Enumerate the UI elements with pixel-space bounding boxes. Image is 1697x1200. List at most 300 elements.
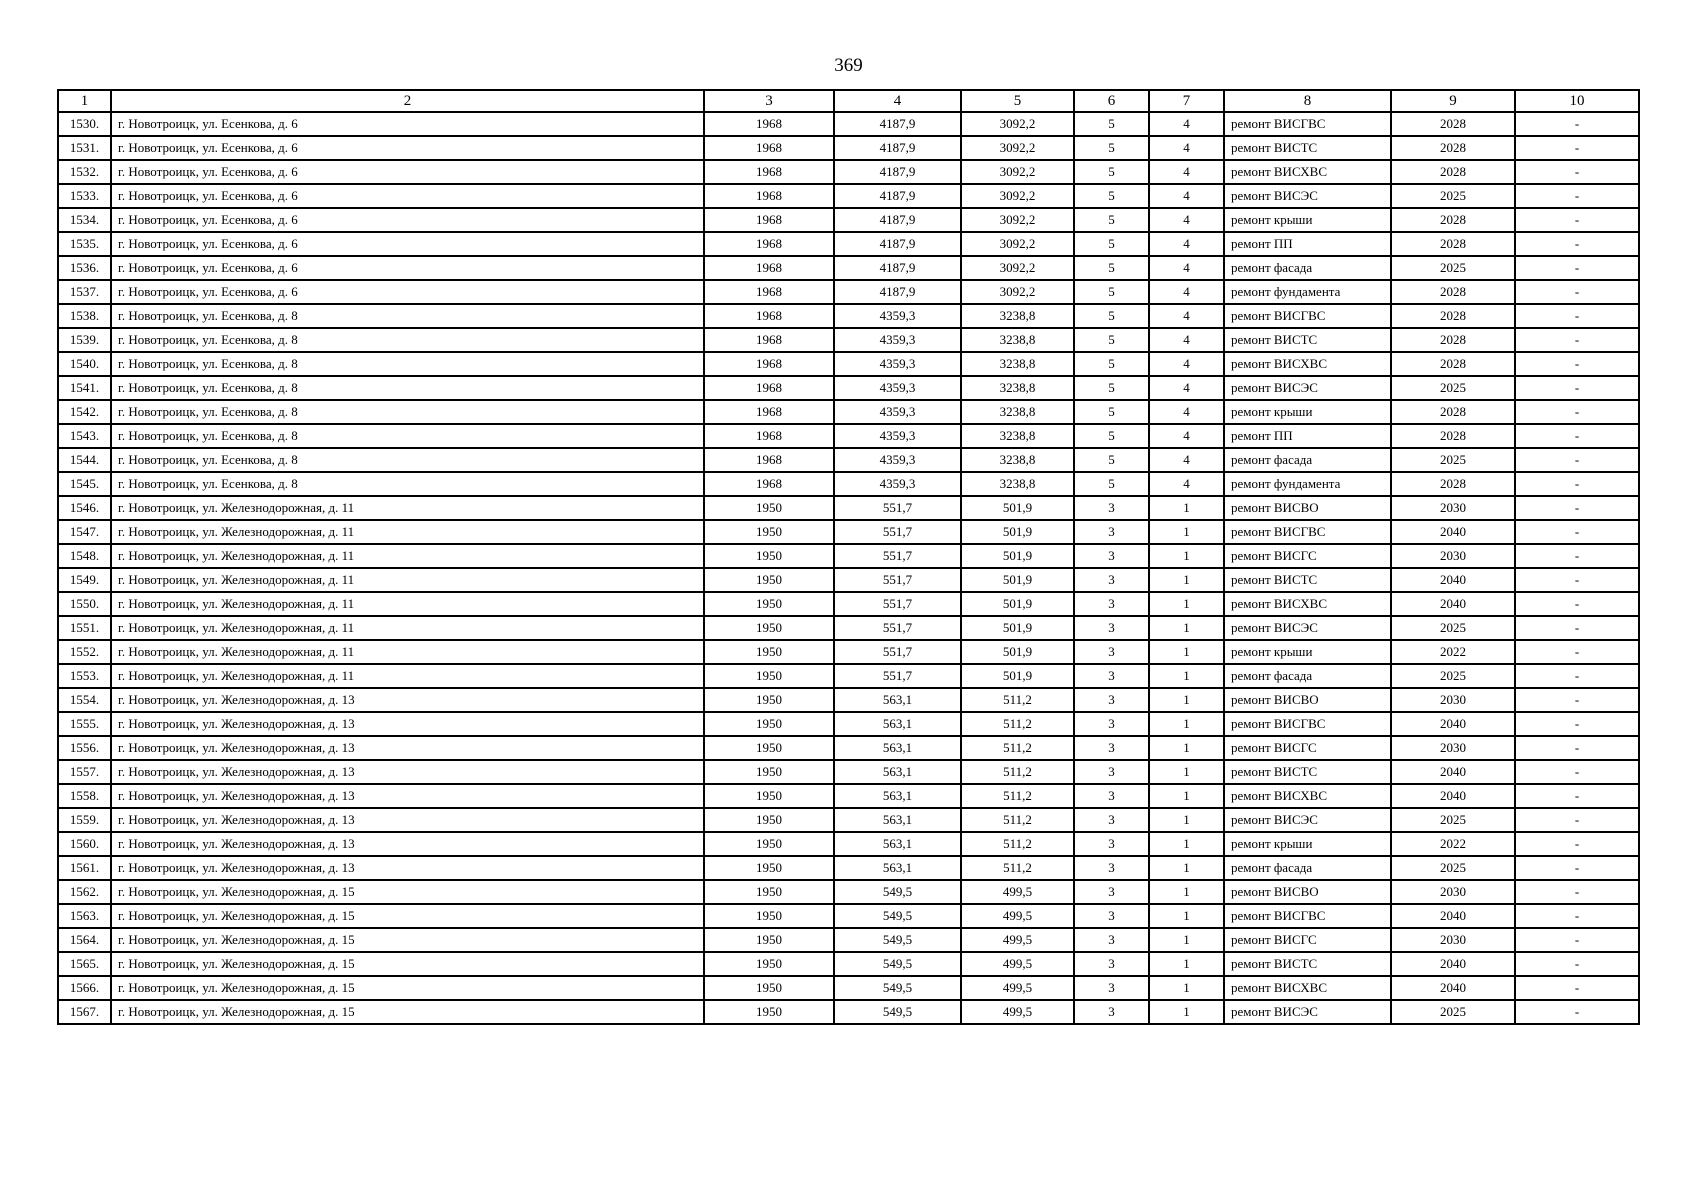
address-cell: г. Новотроицк, ул. Есенкова, д. 6 — [111, 184, 704, 208]
table-row — [58, 448, 1639, 472]
note-cell: - — [1515, 376, 1639, 400]
total-area-cell: 549,5 — [834, 928, 961, 952]
total-area-cell: 4359,3 — [834, 424, 961, 448]
plan-year-cell: 2028 — [1391, 400, 1515, 424]
table-row — [58, 880, 1639, 904]
row-number: 1533. — [58, 184, 111, 208]
year-cell: 1968 — [704, 160, 834, 184]
year-cell: 1968 — [704, 328, 834, 352]
table-row — [58, 904, 1639, 928]
living-area-cell: 511,2 — [961, 832, 1074, 856]
note-cell: - — [1515, 736, 1639, 760]
address-cell: г. Новотроицк, ул. Железнодорожная, д. 11 — [111, 592, 704, 616]
address-cell: г. Новотроицк, ул. Есенкова, д. 8 — [111, 328, 704, 352]
floors-cell: 3 — [1074, 520, 1149, 544]
row-number: 1535. — [58, 232, 111, 256]
work-type-cell: ремонт ВИСВО — [1224, 688, 1391, 712]
year-cell: 1950 — [704, 520, 834, 544]
work-type-cell: ремонт ВИСХВС — [1224, 592, 1391, 616]
floors-cell: 5 — [1074, 400, 1149, 424]
table-row — [58, 496, 1639, 520]
row-number: 1557. — [58, 760, 111, 784]
table-row — [58, 856, 1639, 880]
total-area-cell: 563,1 — [834, 736, 961, 760]
total-area-cell: 4187,9 — [834, 112, 961, 136]
living-area-cell: 511,2 — [961, 784, 1074, 808]
table-row — [58, 472, 1639, 496]
living-area-cell: 3238,8 — [961, 472, 1074, 496]
entrances-cell: 4 — [1149, 424, 1224, 448]
total-area-cell: 4187,9 — [834, 136, 961, 160]
year-cell: 1950 — [704, 616, 834, 640]
column-header: 5 — [961, 90, 1074, 112]
total-area-cell: 549,5 — [834, 904, 961, 928]
total-area-cell: 563,1 — [834, 784, 961, 808]
address-cell: г. Новотроицк, ул. Железнодорожная, д. 13 — [111, 832, 704, 856]
plan-year-cell: 2028 — [1391, 328, 1515, 352]
plan-year-cell: 2040 — [1391, 520, 1515, 544]
note-cell: - — [1515, 232, 1639, 256]
entrances-cell: 1 — [1149, 976, 1224, 1000]
work-type-cell: ремонт ВИСТС — [1224, 760, 1391, 784]
address-cell: г. Новотроицк, ул. Железнодорожная, д. 13 — [111, 760, 704, 784]
living-area-cell: 3092,2 — [961, 208, 1074, 232]
floors-cell: 3 — [1074, 688, 1149, 712]
work-type-cell: ремонт ВИСГС — [1224, 736, 1391, 760]
note-cell: - — [1515, 784, 1639, 808]
plan-year-cell: 2025 — [1391, 856, 1515, 880]
plan-year-cell: 2028 — [1391, 280, 1515, 304]
address-cell: г. Новотроицк, ул. Есенкова, д. 6 — [111, 280, 704, 304]
row-number: 1566. — [58, 976, 111, 1000]
row-number: 1552. — [58, 640, 111, 664]
living-area-cell: 3092,2 — [961, 280, 1074, 304]
address-cell: г. Новотроицк, ул. Железнодорожная, д. 15 — [111, 976, 704, 1000]
address-cell: г. Новотроицк, ул. Железнодорожная, д. 15 — [111, 880, 704, 904]
table-row — [58, 160, 1639, 184]
living-area-cell: 499,5 — [961, 904, 1074, 928]
floors-cell: 5 — [1074, 304, 1149, 328]
year-cell: 1968 — [704, 280, 834, 304]
plan-year-cell: 2022 — [1391, 832, 1515, 856]
work-type-cell: ремонт крыши — [1224, 208, 1391, 232]
note-cell: - — [1515, 616, 1639, 640]
row-number: 1545. — [58, 472, 111, 496]
table-row — [58, 712, 1639, 736]
plan-year-cell: 2025 — [1391, 664, 1515, 688]
column-header: 3 — [704, 90, 834, 112]
floors-cell: 3 — [1074, 832, 1149, 856]
total-area-cell: 4187,9 — [834, 280, 961, 304]
note-cell: - — [1515, 568, 1639, 592]
address-cell: г. Новотроицк, ул. Железнодорожная, д. 11 — [111, 664, 704, 688]
total-area-cell: 551,7 — [834, 520, 961, 544]
total-area-cell: 4187,9 — [834, 232, 961, 256]
plan-year-cell: 2028 — [1391, 352, 1515, 376]
table-row — [58, 232, 1639, 256]
living-area-cell: 3238,8 — [961, 352, 1074, 376]
year-cell: 1950 — [704, 784, 834, 808]
plan-year-cell: 2030 — [1391, 880, 1515, 904]
total-area-cell: 4359,3 — [834, 472, 961, 496]
floors-cell: 3 — [1074, 808, 1149, 832]
row-number: 1559. — [58, 808, 111, 832]
note-cell: - — [1515, 712, 1639, 736]
address-cell: г. Новотроицк, ул. Есенкова, д. 8 — [111, 448, 704, 472]
total-area-cell: 4359,3 — [834, 376, 961, 400]
address-cell: г. Новотроицк, ул. Есенкова, д. 6 — [111, 256, 704, 280]
table-row — [58, 784, 1639, 808]
year-cell: 1950 — [704, 568, 834, 592]
floors-cell: 3 — [1074, 736, 1149, 760]
plan-year-cell: 2028 — [1391, 304, 1515, 328]
row-number: 1554. — [58, 688, 111, 712]
column-header: 7 — [1149, 90, 1224, 112]
floors-cell: 5 — [1074, 184, 1149, 208]
floors-cell: 5 — [1074, 448, 1149, 472]
work-type-cell: ремонт ПП — [1224, 424, 1391, 448]
table-row — [58, 616, 1639, 640]
year-cell: 1950 — [704, 688, 834, 712]
address-cell: г. Новотроицк, ул. Есенкова, д. 8 — [111, 472, 704, 496]
living-area-cell: 3238,8 — [961, 424, 1074, 448]
floors-cell: 3 — [1074, 904, 1149, 928]
total-area-cell: 4359,3 — [834, 328, 961, 352]
work-type-cell: ремонт ВИСХВС — [1224, 784, 1391, 808]
living-area-cell: 3092,2 — [961, 232, 1074, 256]
entrances-cell: 1 — [1149, 592, 1224, 616]
note-cell: - — [1515, 856, 1639, 880]
address-cell: г. Новотроицк, ул. Железнодорожная, д. 11 — [111, 568, 704, 592]
header-row — [58, 90, 1639, 112]
note-cell: - — [1515, 208, 1639, 232]
work-type-cell: ремонт ВИСГВС — [1224, 304, 1391, 328]
entrances-cell: 1 — [1149, 712, 1224, 736]
plan-year-cell: 2025 — [1391, 376, 1515, 400]
note-cell: - — [1515, 352, 1639, 376]
living-area-cell: 499,5 — [961, 1000, 1074, 1024]
year-cell: 1968 — [704, 208, 834, 232]
note-cell: - — [1515, 400, 1639, 424]
living-area-cell: 499,5 — [961, 880, 1074, 904]
living-area-cell: 3092,2 — [961, 112, 1074, 136]
year-cell: 1968 — [704, 400, 834, 424]
year-cell: 1968 — [704, 352, 834, 376]
address-cell: г. Новотроицк, ул. Есенкова, д. 8 — [111, 304, 704, 328]
total-area-cell: 4187,9 — [834, 184, 961, 208]
work-type-cell: ремонт ВИСХВС — [1224, 352, 1391, 376]
entrances-cell: 1 — [1149, 544, 1224, 568]
entrances-cell: 4 — [1149, 208, 1224, 232]
total-area-cell: 4187,9 — [834, 160, 961, 184]
entrances-cell: 1 — [1149, 808, 1224, 832]
living-area-cell: 3092,2 — [961, 160, 1074, 184]
floors-cell: 5 — [1074, 208, 1149, 232]
entrances-cell: 4 — [1149, 352, 1224, 376]
total-area-cell: 549,5 — [834, 1000, 961, 1024]
work-type-cell: ремонт ВИСЭС — [1224, 184, 1391, 208]
total-area-cell: 4359,3 — [834, 448, 961, 472]
table-row — [58, 952, 1639, 976]
table-row — [58, 280, 1639, 304]
table-row — [58, 520, 1639, 544]
living-area-cell: 501,9 — [961, 544, 1074, 568]
entrances-cell: 1 — [1149, 664, 1224, 688]
address-cell: г. Новотроицк, ул. Железнодорожная, д. 15 — [111, 904, 704, 928]
entrances-cell: 1 — [1149, 496, 1224, 520]
year-cell: 1950 — [704, 544, 834, 568]
plan-year-cell: 2040 — [1391, 592, 1515, 616]
year-cell: 1950 — [704, 592, 834, 616]
entrances-cell: 4 — [1149, 304, 1224, 328]
table-row — [58, 592, 1639, 616]
note-cell: - — [1515, 304, 1639, 328]
work-type-cell: ремонт крыши — [1224, 400, 1391, 424]
row-number: 1553. — [58, 664, 111, 688]
row-number: 1539. — [58, 328, 111, 352]
column-header: 2 — [111, 90, 704, 112]
note-cell: - — [1515, 664, 1639, 688]
table-row — [58, 640, 1639, 664]
living-area-cell: 3092,2 — [961, 184, 1074, 208]
row-number: 1565. — [58, 952, 111, 976]
year-cell: 1950 — [704, 712, 834, 736]
row-number: 1537. — [58, 280, 111, 304]
year-cell: 1950 — [704, 952, 834, 976]
floors-cell: 5 — [1074, 376, 1149, 400]
work-type-cell: ремонт ВИСГС — [1224, 928, 1391, 952]
floors-cell: 5 — [1074, 160, 1149, 184]
note-cell: - — [1515, 1000, 1639, 1024]
year-cell: 1950 — [704, 808, 834, 832]
work-type-cell: ремонт ВИСХВС — [1224, 976, 1391, 1000]
entrances-cell: 1 — [1149, 568, 1224, 592]
year-cell: 1950 — [704, 832, 834, 856]
entrances-cell: 1 — [1149, 760, 1224, 784]
entrances-cell: 4 — [1149, 400, 1224, 424]
work-type-cell: ремонт ВИСГВС — [1224, 112, 1391, 136]
address-cell: г. Новотроицк, ул. Железнодорожная, д. 11 — [111, 544, 704, 568]
work-type-cell: ремонт ВИСВО — [1224, 880, 1391, 904]
address-cell: г. Новотроицк, ул. Железнодорожная, д. 11 — [111, 520, 704, 544]
year-cell: 1968 — [704, 472, 834, 496]
plan-year-cell: 2030 — [1391, 736, 1515, 760]
entrances-cell: 1 — [1149, 856, 1224, 880]
table-row — [58, 664, 1639, 688]
work-type-cell: ремонт ВИСТС — [1224, 328, 1391, 352]
address-cell: г. Новотроицк, ул. Железнодорожная, д. 13 — [111, 856, 704, 880]
note-cell: - — [1515, 520, 1639, 544]
note-cell: - — [1515, 472, 1639, 496]
year-cell: 1968 — [704, 112, 834, 136]
plan-year-cell: 2025 — [1391, 616, 1515, 640]
note-cell: - — [1515, 976, 1639, 1000]
living-area-cell: 511,2 — [961, 688, 1074, 712]
total-area-cell: 549,5 — [834, 976, 961, 1000]
address-cell: г. Новотроицк, ул. Есенкова, д. 8 — [111, 400, 704, 424]
plan-year-cell: 2030 — [1391, 928, 1515, 952]
year-cell: 1950 — [704, 928, 834, 952]
year-cell: 1968 — [704, 232, 834, 256]
table-row — [58, 400, 1639, 424]
total-area-cell: 551,7 — [834, 616, 961, 640]
row-number: 1548. — [58, 544, 111, 568]
note-cell: - — [1515, 496, 1639, 520]
year-cell: 1950 — [704, 496, 834, 520]
floors-cell: 5 — [1074, 352, 1149, 376]
column-header: 8 — [1224, 90, 1391, 112]
total-area-cell: 551,7 — [834, 640, 961, 664]
plan-year-cell: 2030 — [1391, 496, 1515, 520]
entrances-cell: 1 — [1149, 832, 1224, 856]
page-number: 369 — [834, 55, 863, 76]
entrances-cell: 1 — [1149, 520, 1224, 544]
plan-year-cell: 2040 — [1391, 568, 1515, 592]
row-number: 1531. — [58, 136, 111, 160]
column-header: 6 — [1074, 90, 1149, 112]
floors-cell: 3 — [1074, 664, 1149, 688]
entrances-cell: 1 — [1149, 1000, 1224, 1024]
floors-cell: 5 — [1074, 472, 1149, 496]
year-cell: 1950 — [704, 760, 834, 784]
living-area-cell: 499,5 — [961, 976, 1074, 1000]
note-cell: - — [1515, 328, 1639, 352]
entrances-cell: 4 — [1149, 328, 1224, 352]
entrances-cell: 1 — [1149, 616, 1224, 640]
plan-year-cell: 2028 — [1391, 208, 1515, 232]
note-cell: - — [1515, 544, 1639, 568]
note-cell: - — [1515, 832, 1639, 856]
note-cell: - — [1515, 760, 1639, 784]
floors-cell: 5 — [1074, 112, 1149, 136]
work-type-cell: ремонт фасада — [1224, 664, 1391, 688]
row-number: 1534. — [58, 208, 111, 232]
register-table — [57, 89, 1640, 1025]
work-type-cell: ремонт ВИСЭС — [1224, 808, 1391, 832]
column-header: 4 — [834, 90, 961, 112]
row-number: 1530. — [58, 112, 111, 136]
year-cell: 1950 — [704, 640, 834, 664]
table-row — [58, 688, 1639, 712]
address-cell: г. Новотроицк, ул. Есенкова, д. 6 — [111, 232, 704, 256]
plan-year-cell: 2025 — [1391, 184, 1515, 208]
floors-cell: 3 — [1074, 640, 1149, 664]
floors-cell: 3 — [1074, 856, 1149, 880]
work-type-cell: ремонт ВИСЭС — [1224, 376, 1391, 400]
address-cell: г. Новотроицк, ул. Железнодорожная, д. 11 — [111, 616, 704, 640]
living-area-cell: 3238,8 — [961, 376, 1074, 400]
address-cell: г. Новотроицк, ул. Есенкова, д. 6 — [111, 112, 704, 136]
address-cell: г. Новотроицк, ул. Есенкова, д. 8 — [111, 376, 704, 400]
total-area-cell: 563,1 — [834, 760, 961, 784]
floors-cell: 3 — [1074, 784, 1149, 808]
floors-cell: 3 — [1074, 712, 1149, 736]
total-area-cell: 563,1 — [834, 712, 961, 736]
year-cell: 1950 — [704, 664, 834, 688]
living-area-cell: 3238,8 — [961, 304, 1074, 328]
total-area-cell: 551,7 — [834, 664, 961, 688]
floors-cell: 3 — [1074, 1000, 1149, 1024]
table-row — [58, 568, 1639, 592]
total-area-cell: 551,7 — [834, 544, 961, 568]
address-cell: г. Новотроицк, ул. Железнодорожная, д. 11 — [111, 496, 704, 520]
entrances-cell: 4 — [1149, 160, 1224, 184]
table-row — [58, 184, 1639, 208]
plan-year-cell: 2028 — [1391, 472, 1515, 496]
plan-year-cell: 2040 — [1391, 976, 1515, 1000]
living-area-cell: 3238,8 — [961, 448, 1074, 472]
entrances-cell: 4 — [1149, 112, 1224, 136]
address-cell: г. Новотроицк, ул. Есенкова, д. 6 — [111, 160, 704, 184]
plan-year-cell: 2025 — [1391, 256, 1515, 280]
plan-year-cell: 2028 — [1391, 232, 1515, 256]
row-number: 1562. — [58, 880, 111, 904]
table-row — [58, 136, 1639, 160]
entrances-cell: 1 — [1149, 880, 1224, 904]
plan-year-cell: 2028 — [1391, 112, 1515, 136]
note-cell: - — [1515, 184, 1639, 208]
floors-cell: 3 — [1074, 544, 1149, 568]
plan-year-cell: 2028 — [1391, 424, 1515, 448]
row-number: 1567. — [58, 1000, 111, 1024]
year-cell: 1950 — [704, 1000, 834, 1024]
note-cell: - — [1515, 112, 1639, 136]
note-cell: - — [1515, 280, 1639, 304]
plan-year-cell: 2040 — [1391, 904, 1515, 928]
plan-year-cell: 2022 — [1391, 640, 1515, 664]
entrances-cell: 1 — [1149, 784, 1224, 808]
register-body — [58, 112, 1639, 1024]
address-cell: г. Новотроицк, ул. Есенкова, д. 6 — [111, 208, 704, 232]
note-cell: - — [1515, 904, 1639, 928]
work-type-cell: ремонт фундамента — [1224, 280, 1391, 304]
total-area-cell: 549,5 — [834, 880, 961, 904]
row-number: 1550. — [58, 592, 111, 616]
column-header: 10 — [1515, 90, 1639, 112]
living-area-cell: 501,9 — [961, 496, 1074, 520]
work-type-cell: ремонт ВИСТС — [1224, 568, 1391, 592]
plan-year-cell: 2028 — [1391, 136, 1515, 160]
table-row — [58, 832, 1639, 856]
plan-year-cell: 2040 — [1391, 784, 1515, 808]
floors-cell: 5 — [1074, 256, 1149, 280]
living-area-cell: 3238,8 — [961, 400, 1074, 424]
total-area-cell: 4187,9 — [834, 208, 961, 232]
note-cell: - — [1515, 952, 1639, 976]
total-area-cell: 549,5 — [834, 952, 961, 976]
row-number: 1543. — [58, 424, 111, 448]
row-number: 1541. — [58, 376, 111, 400]
work-type-cell: ремонт фасада — [1224, 256, 1391, 280]
floors-cell: 5 — [1074, 136, 1149, 160]
entrances-cell: 4 — [1149, 472, 1224, 496]
note-cell: - — [1515, 256, 1639, 280]
work-type-cell: ремонт фасада — [1224, 448, 1391, 472]
note-cell: - — [1515, 688, 1639, 712]
year-cell: 1968 — [704, 304, 834, 328]
table-row — [58, 208, 1639, 232]
work-type-cell: ремонт крыши — [1224, 832, 1391, 856]
work-type-cell: ремонт ВИСЭС — [1224, 616, 1391, 640]
table-row — [58, 760, 1639, 784]
living-area-cell: 511,2 — [961, 856, 1074, 880]
work-type-cell: ремонт ВИСГС — [1224, 544, 1391, 568]
living-area-cell: 511,2 — [961, 808, 1074, 832]
entrances-cell: 4 — [1149, 448, 1224, 472]
year-cell: 1950 — [704, 856, 834, 880]
plan-year-cell: 2040 — [1391, 952, 1515, 976]
table-row — [58, 376, 1639, 400]
